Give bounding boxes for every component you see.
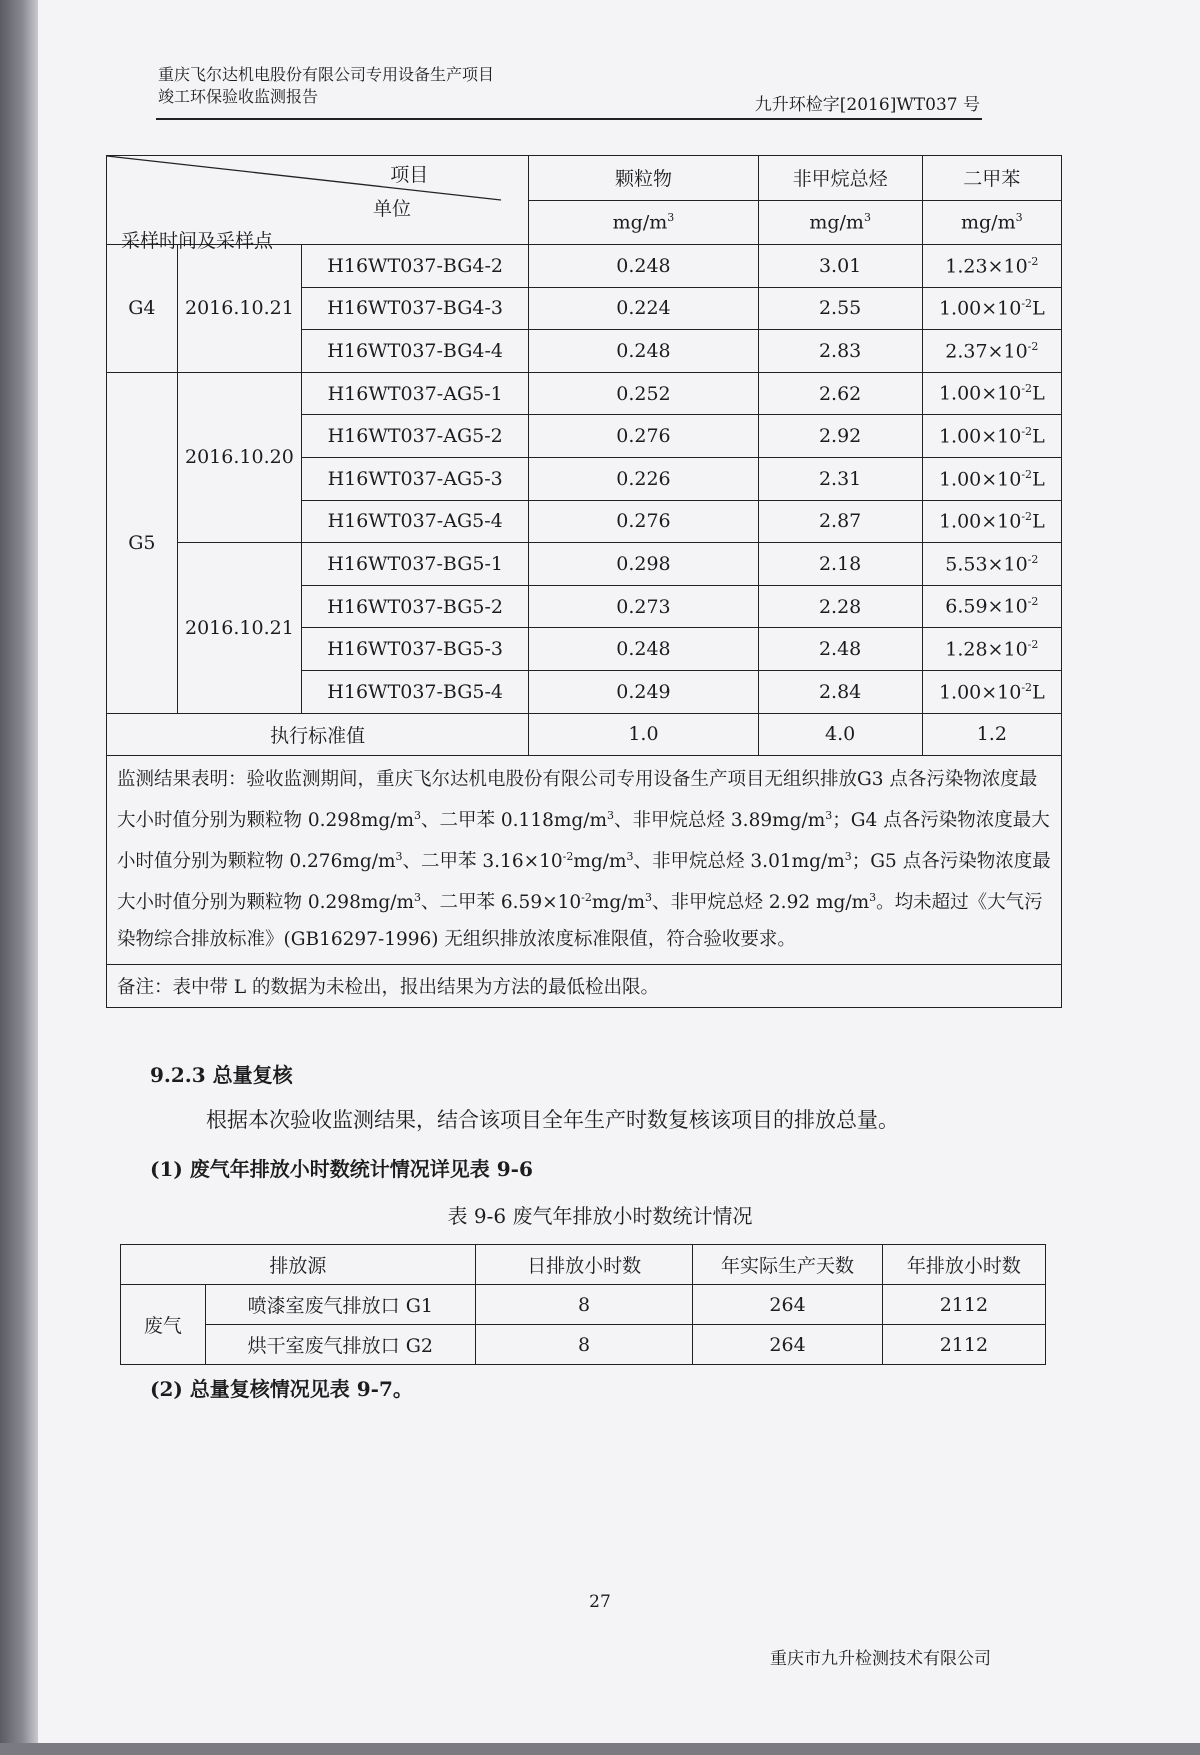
stats-header-annual: 年排放小时数: [882, 1245, 1045, 1285]
note-text: ；G4 点各污染物浓度最大小时值分别为颗粒物 0.276mg/m: [117, 810, 1050, 873]
sample-id: H16WT037-BG4-2: [302, 245, 529, 288]
particulate-value: 0.273: [529, 585, 758, 628]
sample-id: H16WT037-BG5-3: [302, 628, 529, 671]
table-row: [107, 372, 1062, 415]
sampling-date: 2016.10.21: [177, 543, 301, 713]
detection-flag: L: [1032, 382, 1045, 405]
particulate-value: 0.249: [529, 670, 758, 713]
xylene-value: [922, 585, 1061, 628]
xylene-exponent: -2: [1027, 254, 1039, 268]
xylene-value: [922, 287, 1061, 330]
particulate-value: 0.276: [529, 500, 758, 543]
page-number: 27: [589, 1592, 611, 1612]
report-header-title: [158, 64, 494, 108]
stats-header-days: 年实际生产天数: [693, 1245, 882, 1285]
particulate-value: 0.224: [529, 287, 758, 330]
note-superscript: -2: [562, 850, 574, 864]
sample-id: H16WT037-BG4-4: [302, 330, 529, 373]
header-report-line: 竣工环保验收监测报告: [158, 87, 319, 106]
table-caption: 表 9-6 废气年排放小时数统计情况: [447, 1204, 753, 1228]
nmhc-value: 2.18: [758, 543, 922, 586]
sample-id: H16WT037-BG5-1: [302, 543, 529, 586]
remark-text: 备注：表中带 L 的数据为未检出，报出结果为方法的最低检出限。: [107, 964, 1062, 1007]
diag-time-label: 采样时间及采样点: [121, 230, 274, 252]
note-superscript: 3: [414, 891, 422, 905]
standard-value: 1.0: [529, 713, 758, 756]
note-superscript: 3: [869, 891, 877, 905]
nmhc-value: 2.55: [758, 287, 922, 330]
standard-row: [107, 713, 1062, 756]
xylene-exponent: -2: [1027, 595, 1039, 609]
section-title: 9.2.3 总量复核: [150, 1063, 293, 1087]
xylene-exponent: -2: [1027, 339, 1039, 353]
stats-annual-hours: 2112: [882, 1285, 1045, 1325]
standard-label: 执行标准值: [107, 713, 529, 756]
emission-hours-table: [120, 1244, 1046, 1365]
note-text: 、非甲烷总烃 2.92 mg/m: [652, 892, 870, 914]
xylene-exponent: -2: [1021, 467, 1033, 481]
stats-group-label: 废气: [121, 1285, 206, 1365]
note-text: 。均未超过《大气污染物综合排放标准》(GB16297-1996) 无组织排放浓度标准限值，符合验收要求。: [117, 892, 1043, 950]
conclusion-note: [107, 756, 1062, 964]
detection-flag: L: [1032, 680, 1045, 703]
xylene-value: [922, 543, 1061, 586]
diagonal-header-cell: [107, 156, 529, 252]
detection-flag: L: [1032, 467, 1045, 490]
xylene-value: [922, 245, 1061, 288]
monitoring-results-table: [106, 155, 1062, 1008]
xylene-mantissa: 1.23×10: [945, 254, 1028, 277]
xylene-exponent: -2: [1021, 382, 1033, 396]
xylene-exponent: -2: [1021, 297, 1033, 311]
note-text: 监测结果表明：验收监测期间，重庆飞尔达机电股份有限公司专用设备生产项目无组织排放G3 点各污染物浓度最大小时值分别为颗粒物 0.298mg/m: [117, 769, 1038, 832]
xylene-mantissa: 1.00×10: [938, 680, 1022, 703]
footer-company: 重庆市九升检测技术有限公司: [770, 1649, 991, 1669]
xylene-mantissa: 1.00×10: [938, 510, 1022, 533]
xylene-mantissa: 1.00×10: [938, 297, 1022, 320]
note-text: ；G5 点各污染物浓度最大小时值分别为颗粒物 0.298mg/m: [117, 851, 1051, 914]
xylene-value: [922, 457, 1061, 500]
xylene-mantissa: 1.00×10: [938, 425, 1022, 448]
header-company-line: 重庆飞尔达机电股份有限公司专用设备生产项目: [158, 65, 495, 84]
sampling-date: 2016.10.20: [177, 372, 301, 542]
sampling-date: 2016.10.21: [177, 245, 301, 373]
remark-row: [107, 964, 1062, 1007]
subsection-heading-2: (2) 总量复核情况见表 9-7。: [150, 1377, 413, 1401]
xylene-mantissa: 5.53×10: [945, 553, 1028, 576]
particulate-value: 0.252: [529, 372, 758, 415]
nmhc-value: 2.31: [758, 457, 922, 500]
xylene-exponent: -2: [1021, 425, 1033, 438]
table-row: [107, 543, 1062, 586]
nmhc-value: 3.01: [758, 245, 922, 288]
note-text: 、非甲烷总烃 3.89mg/m: [614, 810, 826, 832]
book-spine-shadow: [0, 0, 38, 1755]
sample-id: H16WT037-AG5-2: [302, 415, 529, 458]
diag-item-label: 项目: [390, 164, 429, 186]
header-divider: [156, 118, 982, 120]
section-paragraph: 根据本次验收监测结果，结合该项目全年生产时数复核该项目的排放总量。: [206, 1108, 899, 1132]
xylene-value: [922, 330, 1061, 373]
xylene-mantissa: 6.59×10: [945, 595, 1028, 618]
sample-id: H16WT037-AG5-4: [302, 500, 529, 543]
sample-id: H16WT037-AG5-3: [302, 457, 529, 500]
stats-production-days: 264: [693, 1285, 882, 1325]
col-header-xylene: 二甲苯: [922, 156, 1061, 201]
xylene-exponent: -2: [1021, 680, 1033, 694]
note-text: 、非甲烷总烃 3.01mg/m: [633, 851, 845, 873]
nmhc-value: 2.28: [758, 585, 922, 628]
unit-cell: $mg/m^3$: [922, 200, 1061, 245]
note-superscript: 3: [844, 850, 852, 864]
scan-bottom-edge: [0, 1743, 1200, 1755]
stats-header-daily: 日排放小时数: [475, 1245, 693, 1285]
point-label-g5: G5: [107, 372, 178, 713]
particulate-value: 0.248: [529, 628, 758, 671]
stats-source-name: 烘干室废气排放口 G2: [205, 1325, 475, 1365]
note-text: mg/m: [573, 851, 627, 873]
particulate-value: 0.248: [529, 330, 758, 373]
standard-value: 1.2: [922, 713, 1061, 756]
note-text: 、二甲苯 3.16×10: [402, 851, 563, 873]
note-text: 、二甲苯 6.59×10: [421, 892, 582, 914]
sample-id: H16WT037-BG4-3: [302, 287, 529, 330]
note-superscript: 3: [395, 850, 403, 864]
standard-value: 4.0: [758, 713, 922, 756]
unit-cell: $mg/m^3$: [529, 200, 758, 245]
xylene-value: [922, 670, 1061, 713]
stats-production-days: 264: [693, 1325, 882, 1365]
nmhc-value: 2.92: [758, 415, 922, 458]
col-header-particulate: 颗粒物: [529, 156, 758, 201]
note-text: 、二甲苯 0.118mg/m: [421, 810, 608, 832]
nmhc-value: 2.48: [758, 628, 922, 671]
stats-source-name: 喷漆室废气排放口 G1: [205, 1285, 475, 1325]
nmhc-value: 2.62: [758, 372, 922, 415]
xylene-exponent: -2: [1027, 552, 1039, 566]
note-superscript: -2: [581, 891, 592, 905]
diag-unit-label: 单位: [373, 198, 412, 220]
xylene-exponent: -2: [1021, 510, 1033, 524]
note-superscript: 3: [607, 809, 615, 823]
xylene-mantissa: 2.37×10: [945, 340, 1028, 363]
col-header-nmhc: 非甲烷总烃: [758, 156, 922, 201]
point-label-g4: G4: [107, 245, 178, 373]
xylene-exponent: -2: [1027, 637, 1039, 651]
xylene-mantissa: 1.28×10: [945, 638, 1028, 661]
unit-cell: $mg/m^3$: [758, 200, 922, 245]
xylene-mantissa: 1.00×10: [938, 467, 1022, 490]
sample-id: H16WT037-AG5-1: [302, 372, 529, 415]
nmhc-value: 2.84: [758, 670, 922, 713]
stats-annual-hours: 2112: [882, 1325, 1045, 1365]
detection-flag: L: [1032, 425, 1045, 448]
subsection-heading-1: (1) 废气年排放小时数统计情况详见表 9-6: [150, 1157, 533, 1181]
report-number: 九升环检字[2016]WT037 号: [754, 95, 980, 115]
stats-daily-hours: 8: [475, 1285, 693, 1325]
stats-header-source: 排放源: [121, 1245, 476, 1285]
note-superscript: 3: [825, 809, 833, 823]
stats-daily-hours: 8: [475, 1325, 693, 1365]
note-text: mg/m: [591, 892, 646, 914]
detection-flag: L: [1032, 297, 1045, 320]
conclusion-row: [107, 756, 1062, 964]
note-superscript: 3: [414, 809, 422, 823]
particulate-value: 0.276: [529, 415, 758, 458]
nmhc-value: 2.83: [758, 330, 922, 373]
note-superscript: 3: [645, 891, 653, 905]
xylene-mantissa: 1.00×10: [938, 382, 1022, 405]
xylene-value: [922, 372, 1061, 415]
sample-id: H16WT037-BG5-2: [302, 585, 529, 628]
detection-flag: L: [1032, 510, 1045, 533]
nmhc-value: 2.87: [758, 500, 922, 543]
note-superscript: 3: [626, 850, 634, 864]
xylene-value: [922, 415, 1061, 458]
xylene-value: [922, 628, 1061, 671]
sample-id: H16WT037-BG5-4: [302, 670, 529, 713]
particulate-value: 0.248: [529, 245, 758, 288]
particulate-value: 0.226: [529, 457, 758, 500]
particulate-value: 0.298: [529, 543, 758, 586]
xylene-value: [922, 500, 1061, 543]
